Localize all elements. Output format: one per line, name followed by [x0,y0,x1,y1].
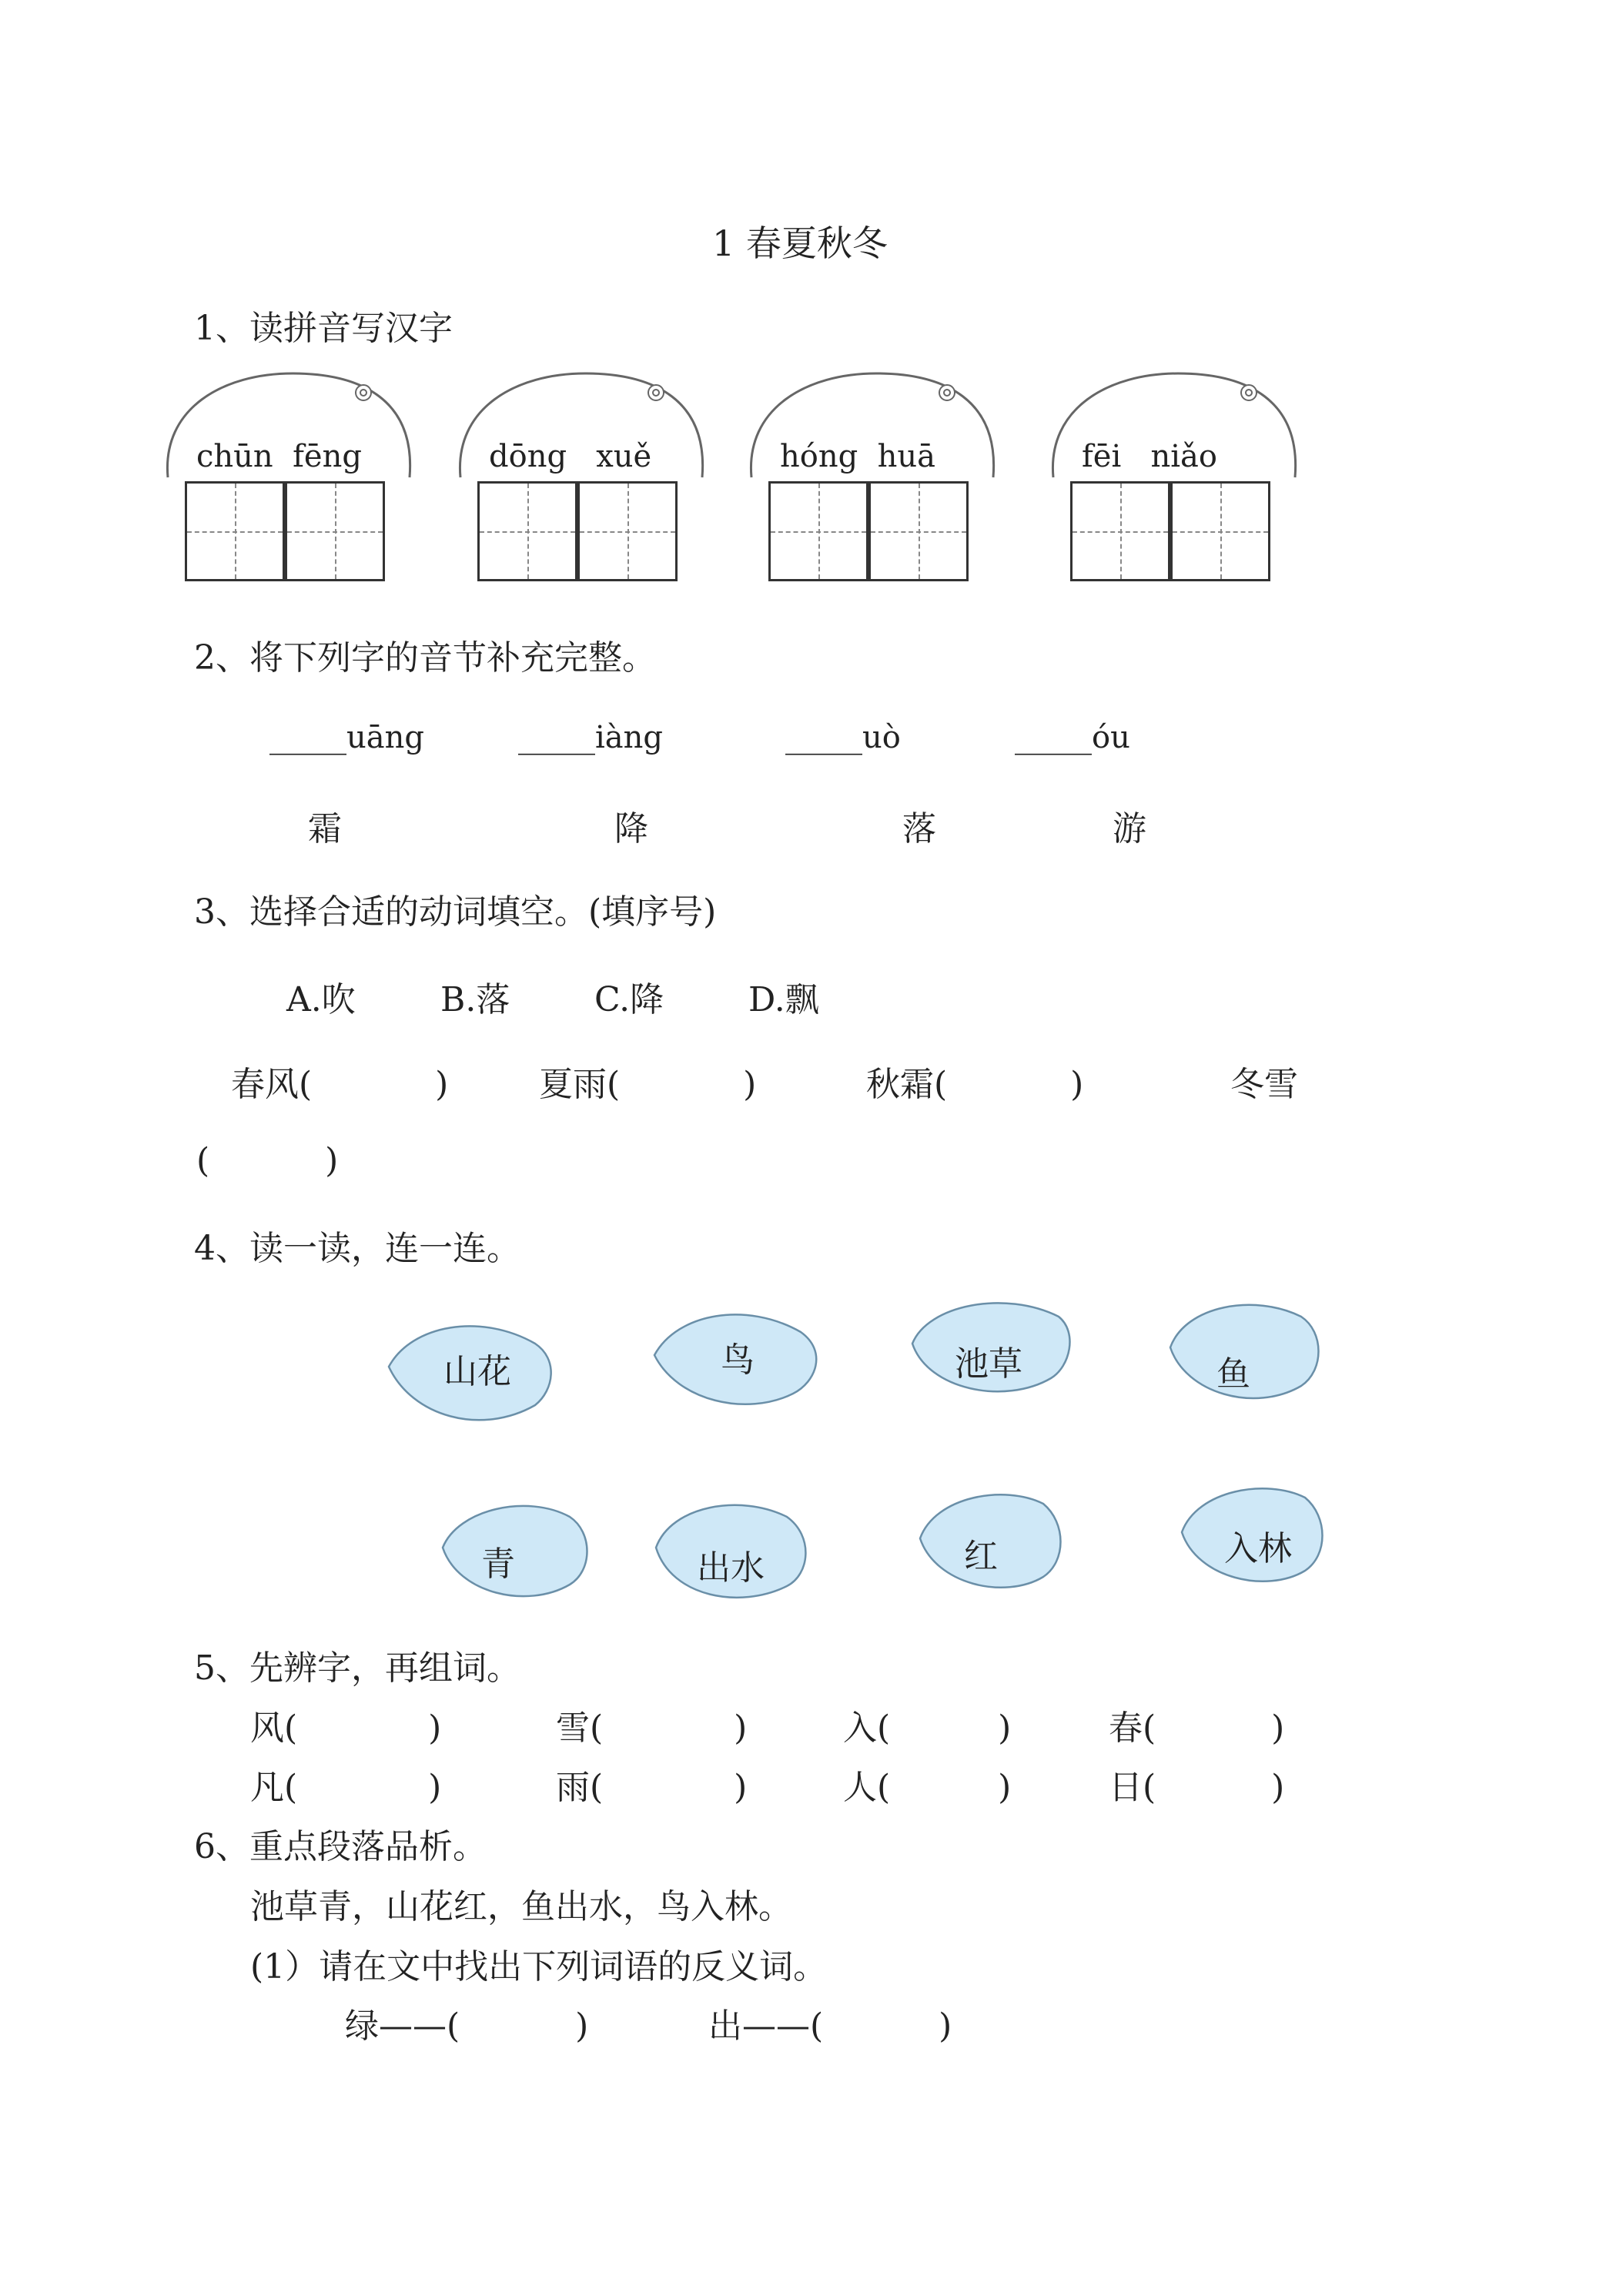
question-2-heading: 2、将下列字的音节补充完整。 [194,638,656,678]
pinyin-text: hóng [780,439,858,474]
fill-open: ( [196,1141,210,1180]
paren-close: ) [734,1709,748,1748]
char-label: 雪( [556,1709,604,1748]
fill-close: ) [743,1065,757,1104]
leaf-label-top-2: 鸟 [721,1340,755,1380]
paren-close: ) [575,2006,589,2046]
syllable-text: óu [1092,720,1130,755]
char-label: 日( [1109,1768,1156,1807]
page-title: 1 春夏秋冬 [712,223,888,264]
question-6-heading: 6、重点段落品析。 [194,1827,487,1866]
fill-dongxue: 冬雪 [1230,1065,1298,1104]
fill-chunfeng[interactable] [231,1056,448,1106]
fill-word: 春风( [231,1065,313,1104]
pinyin-text: xuě [596,439,652,474]
option-d: D.飘 [748,980,819,1019]
blank-line[interactable]: _____ [518,720,595,755]
leaf-label-top-4: 鱼 [1216,1354,1250,1394]
target-char-2: 降 [614,809,648,848]
pinyin-hut-3 [745,362,999,593]
word-group-xue[interactable] [556,1700,747,1749]
char-label: 春( [1109,1709,1156,1748]
writing-cell[interactable] [868,481,969,581]
leaf-label-bottom-4: 入林 [1224,1529,1292,1568]
pinyin-text: fēi [1082,439,1122,474]
option-b: B.落 [440,980,510,1019]
antonym-lv[interactable] [345,1998,588,2047]
question-4-heading: 4、读一读，连一连。 [194,1229,520,1268]
leaf-label-top-1: 山花 [443,1352,511,1391]
paren-close: ) [998,1768,1012,1807]
leaf-label-bottom-2: 出水 [697,1548,765,1588]
target-char-3: 落 [902,809,936,848]
option-c: C.降 [594,980,664,1019]
paren-close: ) [939,2006,952,2046]
antonym-word: 绿——( [345,2006,460,2046]
question-5-heading: 5、先辨字，再组词。 [194,1648,520,1688]
writing-cell[interactable] [285,481,385,581]
writing-cell[interactable] [577,481,678,581]
blank-line[interactable]: _____ [785,720,862,755]
pinyin-hut-4 [1047,362,1301,593]
paren-close: ) [428,1709,442,1748]
word-group-chun[interactable] [1109,1700,1284,1749]
question-3-heading: 3、选择合适的动词填空。(填序号) [194,892,717,932]
leaf-label-top-3: 池草 [955,1344,1022,1384]
writing-cell[interactable] [1170,481,1270,581]
leaf-label-bottom-1: 青 [481,1545,515,1584]
target-char-4: 游 [1113,809,1146,848]
word-group-ren[interactable] [843,1759,1011,1809]
syllable-item-1[interactable] [269,720,424,755]
fill-xiayu[interactable] [539,1056,756,1106]
fill-dongxue-paren[interactable] [196,1141,338,1180]
blank-line[interactable]: _____ [269,720,346,755]
syllable-text: uāng [346,720,424,755]
word-group-feng[interactable] [250,1700,441,1749]
fill-word: 夏雨( [539,1065,621,1104]
paren-close: ) [1271,1709,1285,1748]
leaf-matching-area [370,1278,1623,1632]
char-label: 凡( [250,1768,298,1807]
fill-close: ) [325,1141,339,1180]
char-label: 入( [843,1709,891,1748]
question-1-heading: 1、读拼音写汉字 [194,309,453,348]
fill-word: 秋霜( [866,1065,948,1104]
pinyin-text: huā [877,439,936,474]
pinyin-text: dōng [489,439,567,474]
leaf-label-bottom-3: 红 [964,1537,998,1576]
word-group-yu[interactable] [556,1759,747,1809]
paren-close: ) [428,1768,442,1807]
pinyin-text: niǎo [1150,439,1217,474]
paren-close: ) [734,1768,748,1807]
paren-close: ) [1271,1768,1285,1807]
syllable-text: iàng [595,720,664,755]
word-group-ri[interactable] [1109,1759,1284,1809]
word-group-fan[interactable] [250,1759,441,1809]
pinyin-text: chūn [196,439,273,474]
char-label: 雨( [556,1768,604,1807]
pinyin-text: fēng [293,439,362,474]
passage-text: 池草青，山花红，鱼出水，鸟入林。 [250,1887,792,1926]
syllable-item-2[interactable] [518,720,663,755]
char-label: 风( [250,1709,298,1748]
pinyin-hut-2 [454,362,708,593]
writing-cell[interactable] [1070,481,1170,581]
writing-cell[interactable] [768,481,868,581]
pinyin-hut-1 [162,362,416,593]
syllable-text: uò [862,720,901,755]
syllable-item-3[interactable] [785,720,901,755]
antonym-chu[interactable] [708,1998,952,2047]
fill-qiushuang[interactable] [866,1056,1083,1106]
sub-question-1: (1）请在文中找出下列词语的反义词。 [250,1947,828,1986]
word-group-ru[interactable] [843,1700,1011,1749]
char-label: 人( [843,1768,891,1807]
paren-close: ) [998,1709,1012,1748]
option-a: A.吹 [286,980,356,1019]
blank-line[interactable]: _____ [1015,720,1092,755]
fill-close: ) [435,1065,449,1104]
writing-cell[interactable] [477,481,577,581]
antonym-word: 出——( [708,2006,824,2046]
target-char-1: 霜 [308,809,342,848]
fill-close: ) [1070,1065,1084,1104]
syllable-item-4[interactable] [1015,720,1130,755]
writing-cell[interactable] [185,481,285,581]
